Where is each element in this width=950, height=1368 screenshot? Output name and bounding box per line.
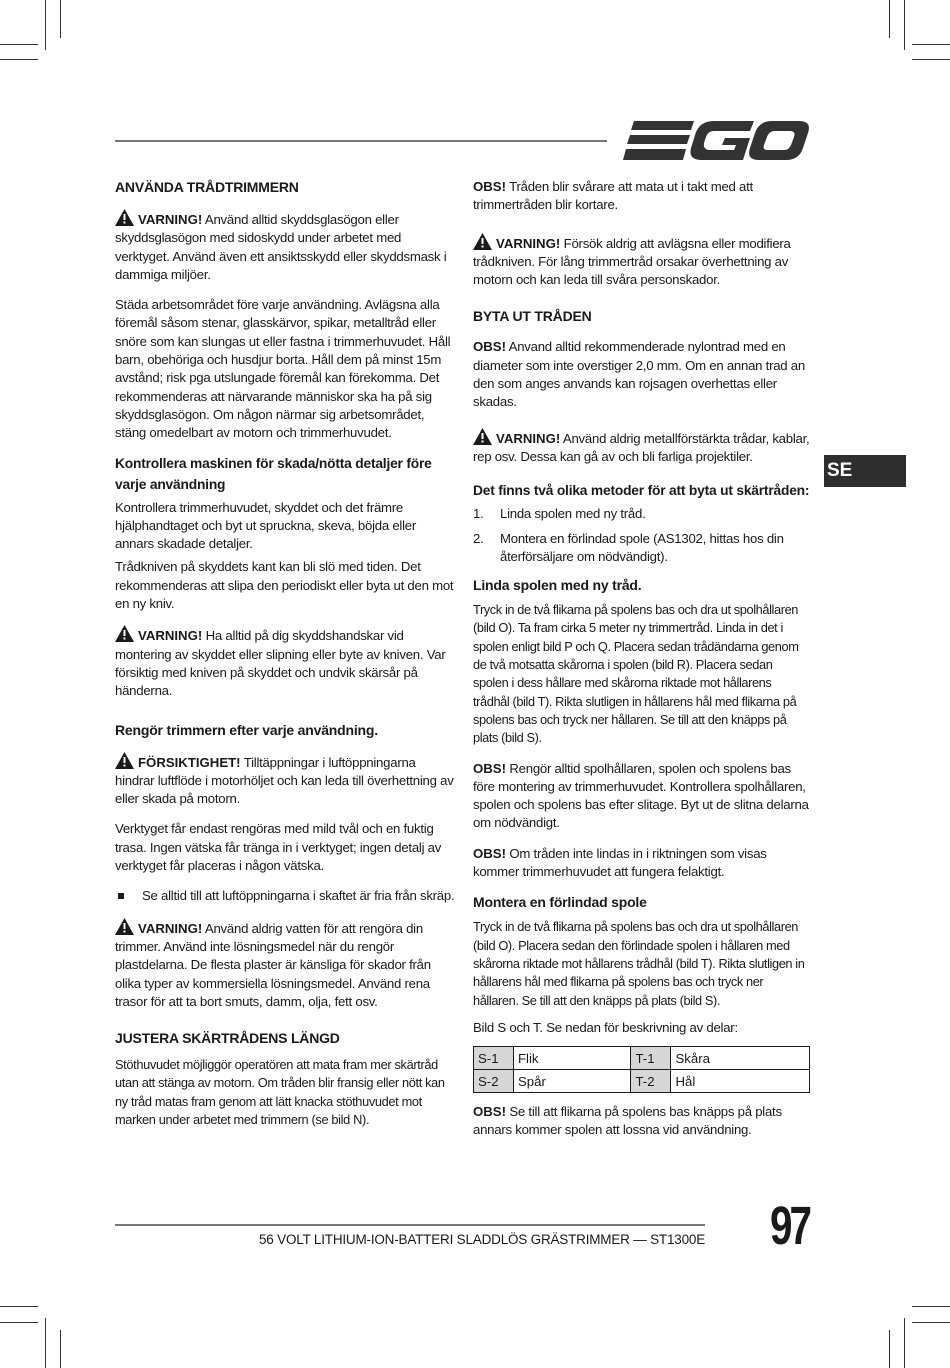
list-item	[115, 887, 455, 905]
ego-logo	[622, 118, 810, 162]
note-keyword: OBS!	[473, 339, 506, 355]
crop-mark	[60, 1330, 61, 1368]
warning-keyword: VARNING!	[138, 628, 203, 644]
warning-text: Använd alltid skyddsglasögon eller skyddsglasögon med sidoskydd under arbetet med verktyget. Använd även ett ansiktsskydd eller skyddsmask i dammiga miljöer.	[115, 212, 447, 282]
warning-block	[473, 428, 810, 467]
list-number: 1.	[473, 506, 484, 522]
table-cell: S-1	[474, 1047, 514, 1070]
crop-mark	[45, 1318, 46, 1368]
crop-mark	[904, 0, 905, 50]
note-keyword: OBS!	[473, 179, 506, 194]
warning-keyword: VARNING!	[496, 430, 561, 446]
warning-keyword: VARNING!	[496, 235, 561, 251]
numbered-list	[473, 505, 810, 566]
warning-icon	[115, 209, 134, 226]
table-cell: T-1	[631, 1047, 671, 1070]
crop-mark	[45, 0, 46, 50]
footer-rule	[115, 1224, 705, 1226]
list-item-text: Se alltid till att luftöppningarna i skaftet är fria från skräp.	[142, 888, 455, 904]
table-row	[474, 1070, 810, 1093]
note-keyword: OBS!	[473, 845, 506, 861]
section-heading: JUSTERA SKÄRTRÅDENS LÄNGD	[115, 1030, 340, 1047]
table-cell: Spår	[514, 1070, 631, 1093]
crop-mark	[0, 1322, 38, 1323]
note-text: Om tråden inte lindas in i riktningen som visas kommer trimmerhuvudet att fungera felaktigt.	[473, 845, 767, 880]
list-item	[473, 505, 810, 523]
note-text: Se till att flikarna på spolens bas knäpps på plats annars kommer spolen att lossna vid användning.	[473, 1104, 782, 1138]
bullet-list	[115, 887, 455, 905]
table-cell: Flik	[514, 1047, 631, 1070]
note-block	[473, 1103, 810, 1140]
warning-keyword: VARNING!	[138, 212, 203, 227]
right-column	[473, 178, 810, 1149]
section-heading: Linda spolen med ny tråd.	[473, 577, 642, 594]
note-keyword: OBS!	[473, 1104, 506, 1120]
warning-text: Använd aldrig metallförstärkta trådar, kablar, rep osv. Dessa kan gå av och bli farliga projektiler.	[473, 430, 810, 464]
warning-icon	[473, 428, 492, 445]
warning-icon	[115, 625, 134, 642]
warning-text: Försök aldrig att avlägsna eller modifiera trådkniven. För lång trimmertråd orsakar överhettning av motorn och kan leda till svåra personskador.	[473, 235, 791, 288]
section-heading: Kontrollera maskinen för skada/nötta detaljer före varje användning	[115, 455, 432, 492]
warning-icon	[115, 752, 134, 769]
warning-block	[115, 625, 455, 700]
bullet-square-icon	[118, 893, 124, 899]
paragraph: Kontrollera trimmerhuvudet, skyddet och det främre hjälphandtaget och byt ut spruckna, skeva, böjda eller annars skadade detaljer.	[115, 499, 417, 552]
table-cell: S-2	[474, 1070, 514, 1093]
crop-mark	[0, 44, 38, 45]
table-cell: T-2	[631, 1070, 671, 1093]
list-item	[473, 530, 810, 567]
note-block	[473, 845, 810, 882]
table-row	[474, 1047, 810, 1070]
note-text: Anvand alltid rekommenderade nylontrad med en diameter som inte overstiger 2,0 mm. Om en annan trad an den som anges anvands kan rojsagen overhettas eller skadas.	[473, 339, 805, 410]
warning-block	[115, 918, 455, 1011]
page-number: 97	[770, 1196, 810, 1256]
crop-mark	[912, 59, 950, 60]
list-number: 2.	[473, 530, 484, 546]
warning-keyword: VARNING!	[138, 920, 203, 936]
note-text: Tråden blir svårare att mata ut i takt med att trimmertråden blir kortare.	[473, 179, 753, 213]
caution-block	[115, 752, 455, 809]
table-cell: Skåra	[671, 1047, 810, 1070]
table-cell: Hål	[671, 1070, 810, 1093]
paragraph: Verktyget får endast rengöras med mild tvål och en fuktig trasa. Ingen vätska får tränga in i verktyget; ingen detalj av verktyget får placeras i någon vätska.	[115, 821, 442, 874]
warning-icon	[115, 918, 134, 935]
paragraph: Tryck in de två flikarna på spolens bas och dra ut spolhållaren (bild O). Placera sedan den förlindade spolen i hållaren med skårorna riktade mot hållarens trådhål (bild T). Rikta slutligen in hållarens hål med flikarna på spolens bas och tryck ner hållaren. Se till att den knäpps på plats (bild S).	[473, 919, 805, 1008]
warning-block	[473, 233, 810, 290]
section-heading: Rengör trimmern efter varje användning.	[115, 721, 378, 738]
list-item-text: Linda spolen med ny tråd.	[500, 506, 646, 522]
note-block	[473, 760, 810, 833]
crop-mark	[0, 1306, 38, 1307]
paragraph: Bild S och T. Se nedan för beskrivning av delar:	[473, 1019, 738, 1035]
section-heading: ANVÄNDA TRÅDTRIMMERN	[115, 179, 299, 195]
left-column	[115, 178, 455, 1138]
warning-icon	[473, 233, 492, 250]
crop-mark	[0, 59, 38, 60]
warning-text: Använd aldrig vatten för att rengöra din trimmer. Använd inte lösningsmedel när du rengör plastdelarna. De flesta plaster är känsliga för skador från olika typer av kommersiella lösningsmedel. Använd rena trasor för att ta bort smuts, damm, olja, fett osv.	[115, 920, 431, 1009]
paragraph: Städa arbetsområdet före varje användning. Avlägsna alla föremål såsom stenar, glasskärvor, spikar, metalltråd eller snöre som kan slungas ut eller fastna i trimmerhuvudet. Håll barn, obehöriga och husdjur borta. Håll dem på minst 15m avstånd; risk pga utslungade föremål kan förekomma. Det rekommenderas att närvarande människor ska ha på sig skyddsglasögon. Om någon närmar sig arbetsområdet, stäng omedelbart av motorn och trimmerhuvudet.	[115, 297, 451, 441]
warning-text: Ha alltid på dig skyddshandskar vid montering av skyddet eller slipning eller byte av kniven. Var försiktig med kniven på skyddet och undvik skärsår på händerna.	[115, 628, 446, 699]
crop-mark	[889, 1330, 890, 1368]
crop-mark	[912, 1322, 950, 1323]
caution-text: Tilltäppningar i luftöppningarna hindrar luftflöde i motorhöljet och kan leda till överhettning av eller skada på motorn.	[115, 754, 454, 807]
note-keyword: OBS!	[473, 760, 506, 776]
paragraph: Trådkniven på skyddets kant kan bli slö med tiden. Det rekommenderas att slipa den periodiskt eller byta ut den mot en ny kniv.	[115, 559, 454, 612]
parts-table	[473, 1046, 810, 1093]
footer-title: 56 VOLT LITHIUM-ION-BATTERI SLADDLÖS GRÄSTRIMMER — ST1300E	[259, 1232, 705, 1247]
note-text: Rengör alltid spolhållaren, spolen och spolens bas före montering av trimmerhuvudet. Kontrollera spolhållaren, spolen och spolens bas efter slitage. Byt ut de slitna delarna om nödvändigt.	[473, 760, 809, 831]
paragraph: Tryck in de två flikarna på spolens bas och dra ut spolhållaren (bild O). Ta fram cirka 5 meter ny trimmertråd. Linda in det i spolen enligt bild P och Q. Placera sedan trådändarna genom de två motsatta skårorna i spolen (bild R). Placera sedan spolen i dess hållare med skårorna riktade mot hållarens trådhål (bild T). Rikta slutligen in hållarens hål med flikarna på spolens bas och tryck ner hållaren. Se till att den knäpps på plats (bild S).	[473, 602, 799, 746]
crop-mark	[904, 1318, 905, 1368]
crop-mark	[912, 44, 950, 45]
paragraph: Stöthuvudet möjliggör operatören att mata fram mer skärtråd utan att stänga av motorn. Om tråden blir fransig eller nött kan ny tråd matas fram genom att lätt knacka stöthuvudet mot marken under arbetet med trimmern (se bild N).	[115, 1057, 445, 1127]
header-rule	[115, 140, 607, 142]
note-block	[473, 338, 810, 411]
list-item-text: Montera en förlindad spole (AS1302, hittas hos din återförsäljare om nödvändigt).	[500, 530, 784, 564]
language-tab: SE	[824, 455, 906, 487]
crop-mark	[60, 0, 61, 38]
section-heading: Det finns två olika metoder för att byta ut skärtråden:	[473, 483, 810, 499]
section-heading: BYTA UT TRÅDEN	[473, 308, 592, 325]
note-block	[473, 178, 810, 215]
crop-mark	[912, 1306, 950, 1307]
warning-block	[115, 209, 455, 284]
caution-keyword: FÖRSIKTIGHET!	[138, 754, 241, 770]
crop-mark	[889, 0, 890, 38]
section-heading: Montera en förlindad spole	[473, 894, 647, 911]
